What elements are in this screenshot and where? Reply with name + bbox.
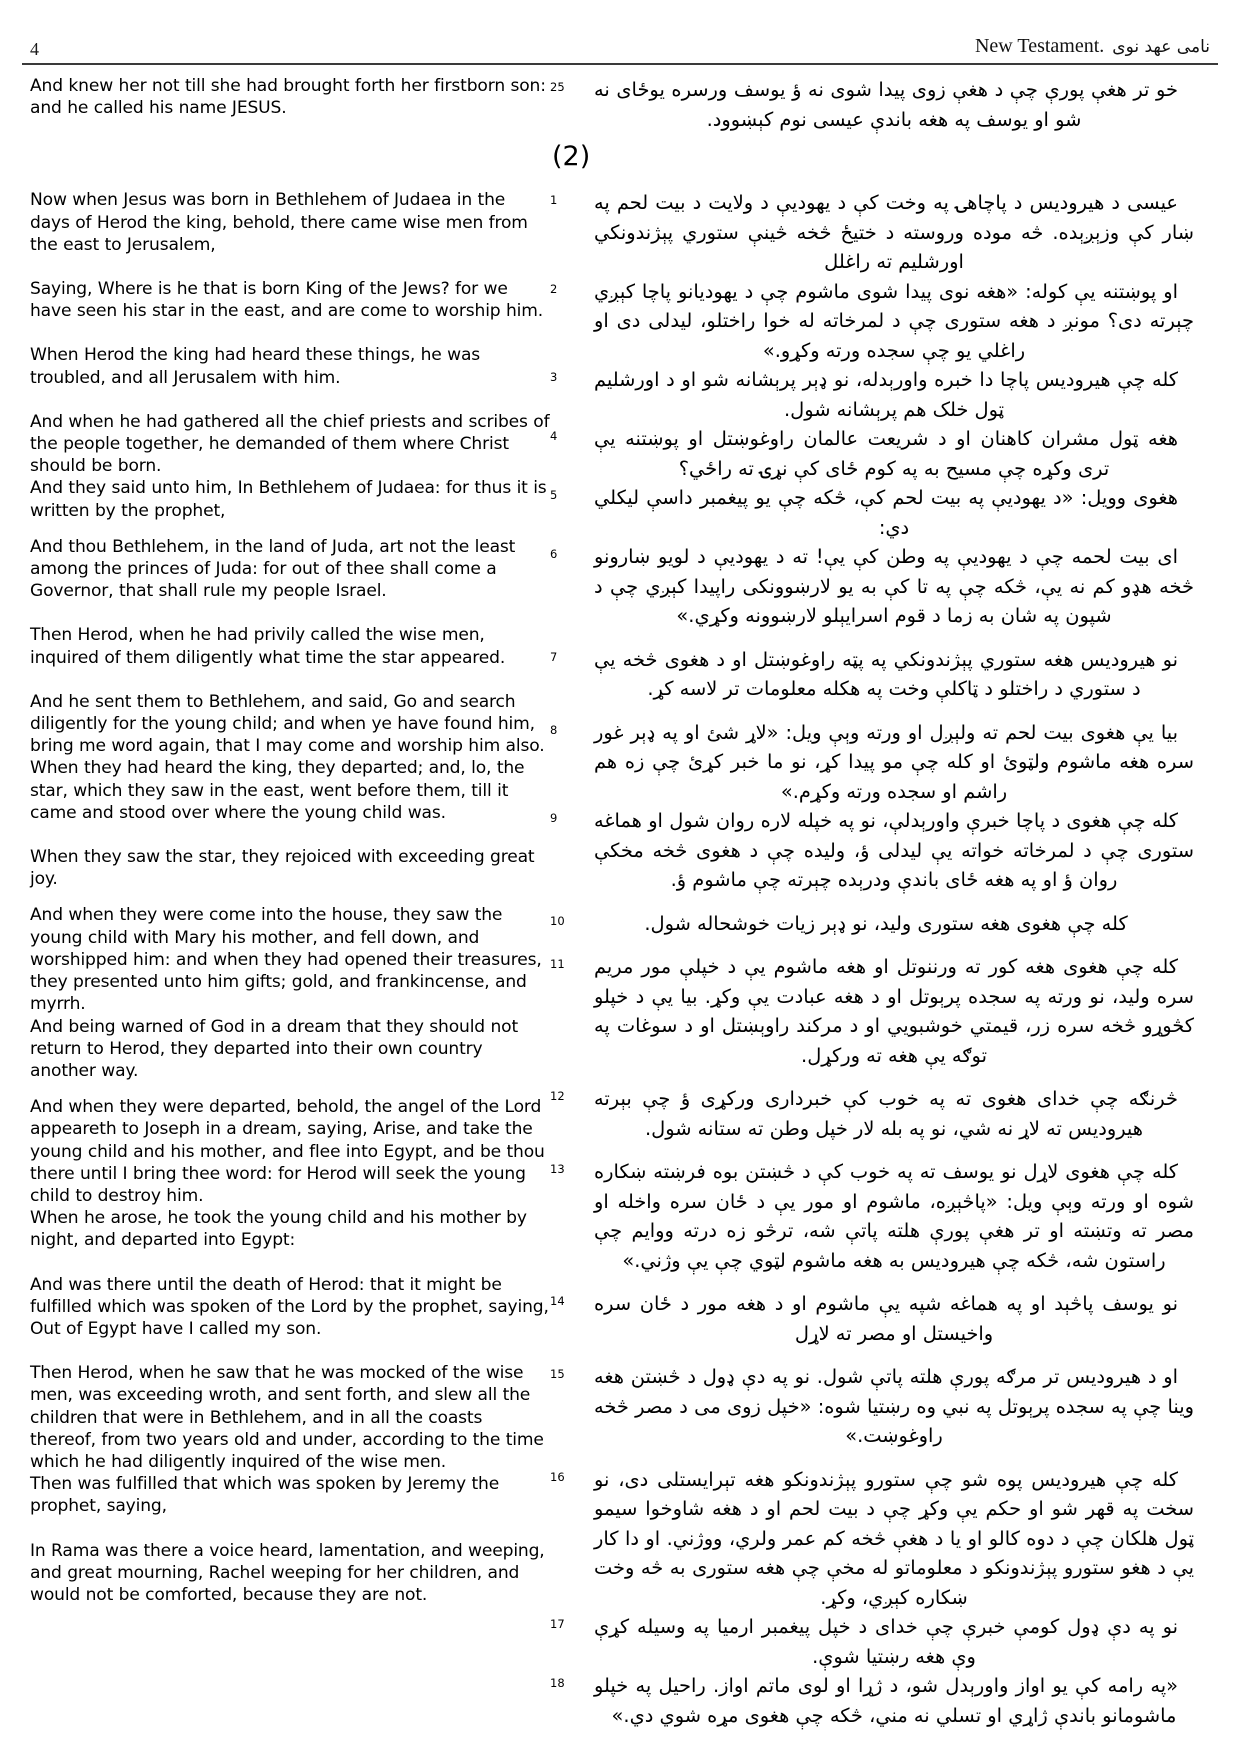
pashto-verse-text: کله چې هغوی هغه ستوری ولید، نو ډېر زیات خوشحاله شول. xyxy=(644,911,1128,935)
verse-number: 8 xyxy=(550,722,558,737)
verse-number: 12 xyxy=(550,1089,565,1103)
verse-number: 5 xyxy=(550,488,558,502)
verse-number: 11 xyxy=(550,957,565,971)
pashto-verse-text: او د هیرودیس تر مرګه پورې هلته پاتې شول. نو په دې ډول د څښتن هغه وینا چې په سجده پرېوتل په نبي وه رښتیا شوه: «خپل زوی می د مصر څخه راوغوښت.» xyxy=(594,1365,1194,1447)
running-header-title-pashto: نامی عهد نوی xyxy=(1112,37,1210,57)
pashto-verse-row xyxy=(550,424,1198,483)
english-verse: Then Herod, when he had privily called the wise men, inquired of them diligently what time the star appeared. xyxy=(30,625,506,668)
pashto-verse-text: کله چې هیرودیس پوه شو چې ستورو پېژندونکو هغه تېرایستلی دی، نو سخت په قهر شو او حکم یې وکړ چې د بیت لحم او د هغه شاوخوا سیمو ټول هلکان چې د دوه کالو او یا د هغې څخه کم عمر ولري، ووژني. او دا کار یې د هغو ستورو پېژندونکو د معلوماتو له مخې چې هغه ستوری به څه وخت ښکاره کېږي، وکړ. xyxy=(594,1467,1194,1609)
pashto-verse-text: هغه ټول مشران کاهنان او د شریعت عالمان راوغوښتل او پوښتنه یې تری وکړه چې مسیح به په کوم ځای کې نړۍ ته راځي؟ xyxy=(594,427,1178,480)
english-verse: And when he had gathered all the chief priests and scribes of the people together, he demanded of them where Christ should be born. xyxy=(30,411,550,477)
pashto-verse-text: کله چې هغوی د پاچا خبرې واورېدلې، نو په خپله لاره روان شول او هماغه ستوری چې د لمرخاته خواته یې لیدلی ؤ، ولیده چې د هغوی څخه مخکې روان ؤ او په هغه ځای باندې ودرېده چېرته چې ماشوم ؤ. xyxy=(594,809,1194,891)
english-verse: When he arose, he took the young child and his mother by night, and departed into Egypt: xyxy=(30,1208,527,1251)
verse-number: 15 xyxy=(550,1367,565,1381)
english-verse: And they said unto him, In Bethlehem of Judaea: for thus it is written by the prophet, xyxy=(30,478,547,521)
pashto-verse-row xyxy=(550,806,1198,895)
running-header-title xyxy=(975,35,1210,58)
english-verse: In Rama was there a voice heard, lamentation, and weeping, and great mourning, Rachel weeping for her children, and would not be comforted, because they are not. xyxy=(30,1540,545,1605)
verse-number: 3 xyxy=(550,370,558,384)
english-verse: When they saw the star, they rejoiced with exceeding great joy. xyxy=(30,847,535,890)
pashto-verse-row xyxy=(550,1157,1198,1275)
pashto-column xyxy=(550,75,1198,1730)
pashto-verse-row xyxy=(550,542,1198,631)
english-verse: And he sent them to Bethlehem, and said, Go and search diligently for the young child; and when ye have found him, bring me word again, that I may come and worship him also. xyxy=(30,691,545,757)
english-column xyxy=(22,75,550,1606)
english-verse: And thou Bethlehem, in the land of Juda, art not the least among the princes of Juda: for out of thee shall come a Governor, that shall rule my people Israel. xyxy=(30,536,516,602)
english-verse: Now when Jesus was born in Bethlehem of Judaea in the days of Herod the king, behold, there came wise men from the east to Jerusalem, xyxy=(30,190,528,255)
pashto-verse-text: هغوی وویل: «د یهودیې په بیت لحم کې، څکه چې یو پیغمبر داسې لیکلي دي: xyxy=(594,486,1178,539)
english-verse: Saying, Where is he that is born King of the Jews? for we have seen his star in the east, and are come to worship him. xyxy=(30,279,544,322)
pashto-verse-text: کله چې هغوی هغه کور ته ورننوتل او هغه ماشوم یې د خپلې مور مریم سره ولید، نو ورته په سجده پرېوتل او د هغه عبادت یې وکړ. بیا یې د خپلو کڅوړو څخه سره زر، قیمتي خوشبویي او د مرکند راوېښتل او د سوغات په توګه یې هغه ته ورکړل. xyxy=(594,955,1194,1067)
pashto-verse-text: «په رامه کې یو اواز واورېدل شو، د ژړا او لوی ماتم اواز. راحیل په خپلو ماشومانو باندې ژاړي او تسلي نه مني، څکه چې هغوی مړه شوي دي.» xyxy=(594,1674,1178,1727)
pashto-verse-text: عیسی د هیرودیس د پاچاهۍ په وخت کې د یهودیې د ولایت د بیت لحم په ښار کې وزېږېده. څه موده وروسته د ختیځ څخه څینې ستوري پېژندونکي اورشلیم ته راغلل xyxy=(594,191,1194,273)
english-verse: Then Herod, when he saw that he was mocked of the wise men, was exceeding wroth, and sent forth, and slew all the children that were in Bethlehem, and in all the coasts thereof, from two years old and under, according to the time which he had diligently inquired of the wise men. xyxy=(30,1363,544,1472)
pashto-verse-row xyxy=(550,277,1198,366)
pashto-verse-row xyxy=(550,645,1198,704)
pashto-verse-row xyxy=(550,1084,1198,1143)
running-header xyxy=(22,28,1218,60)
verse-number: 16 xyxy=(550,1469,565,1484)
pashto-verse-row xyxy=(550,952,1198,1070)
pashto-verse-row xyxy=(550,909,1198,939)
pashto-verse-row xyxy=(550,75,1198,134)
header-divider xyxy=(22,63,1218,65)
pashto-verse-text: څرنګه چې خدای هغوی ته په خوب کې خبرداری ورکړی ؤ چې بېرته هیرودیس ته لاړ نه شي، نو په بله لار خپل وطن ته ستانه شول. xyxy=(594,1087,1178,1140)
pashto-verse-row xyxy=(550,1289,1198,1348)
verse-number: 14 xyxy=(550,1294,565,1308)
pashto-verse-text: کله چې هیرودیس پاچا دا خبره واورېدله، نو ډېر پرېشانه شو او د اورشلیم ټول خلک هم پرېشانه شول. xyxy=(594,368,1178,421)
verse-number: 18 xyxy=(550,1676,565,1690)
page-body xyxy=(22,75,1218,1730)
pashto-verse-row xyxy=(550,1465,1198,1613)
verse-number: 4 xyxy=(550,429,558,443)
pashto-verse-row xyxy=(550,365,1198,424)
verse-number: 13 xyxy=(550,1162,565,1176)
verse-number: 17 xyxy=(550,1617,565,1631)
pashto-verse-row xyxy=(550,188,1198,277)
pashto-verse-text: نو په دې ډول کومې خبرې چې خدای د خپل پیغمبر ارمیا په وسیله کړې وې هغه رښتیا شوې. xyxy=(594,1615,1178,1668)
verse-number: 6 xyxy=(550,547,558,561)
english-verse: And being warned of God in a dream that they should not return to Herod, they departed into their own country another way. xyxy=(30,1016,519,1081)
pashto-verse-row xyxy=(550,718,1198,807)
english-verse: When they had heard the king, they departed; and, lo, the star, which they saw in the east, went before them, till it came and stood over where the young child was. xyxy=(30,758,525,823)
verse-number: 25 xyxy=(550,80,565,94)
pashto-verse-text: نو هیرودیس هغه ستوري پېژندونکي په پټه راوغوښتل او د هغوی څخه یې د ستوري د راختلو د ټاکلې وخت په هکله معلومات تر لاسه کړ. xyxy=(594,647,1178,700)
pashto-verse-text: ای بیت لحمه چې د یهودیې په وطن کې یې! ته د یهودیې د لویو ښارونو څخه هډو کم نه یې، څکه چې په تا کې به یو لارښوونکی راپیدا کېږي چې د شپون په شان به زما د قوم اسرایېلو لارښوونه وکړي.» xyxy=(594,545,1194,627)
pashto-verse-text: کله چې هغوی لاړل نو یوسف ته په خوب کې د څښتن بوه فرښته ښکاره شوه او ورته وېې ویل: «پاڅېږه، ماشوم او مور یې د ځان سره واخله او مصر ته وتښته او تر هغې پورې هلته پاتې شه، ترڅو زه درته ووایم چې راستون شه، څکه چې هیرودیس به هغه ماشوم لټوي چې یې وژني.» xyxy=(594,1160,1194,1272)
pashto-verse-row xyxy=(550,1362,1198,1451)
verse-number: 1 xyxy=(550,193,558,207)
verse-number: 9 xyxy=(550,811,558,825)
pashto-verse-text: خو تر هغې پورې چې د هغې زوی پیدا شوی نه ؤ یوسف ورسره یوځای نه شو او یوسف په هغه باندې عیسی نوم کېښوود. xyxy=(594,78,1178,131)
page-number: 4 xyxy=(30,39,39,59)
pashto-verse-text: او پوښتنه یې کوله: «هغه نوی پیدا شوی ماشوم چې د یهودیانو پاچا کېږي چېرته دی؟ مونږ د هغه ستوری چې د لمرخاته له خوا راختلو، لیدلی دی او راغلي یو چې سجده ورته وکړو.» xyxy=(594,279,1194,362)
pashto-verse-row xyxy=(550,1671,1198,1730)
pashto-verse-text: بیا یې هغوی بیت لحم ته ولېږل او ورته وېې ویل: «لاړ شئ او په ډېر غور سره هغه ماشوم ولټوئ او کله چې مو پیدا کړ، نو ما خبر کړئ چې زه هم راشم او سجده ورته وکړم.» xyxy=(594,720,1194,803)
pashto-verse-row xyxy=(550,1612,1198,1671)
english-verse: When Herod the king had heard these things, he was troubled, and all Jerusalem with him. xyxy=(30,345,481,388)
pashto-verse-text: نو یوسف پاڅېد او په هماغه شپه یې ماشوم او د هغه مور د ځان سره واخیستل او مصر ته لاړل xyxy=(594,1292,1178,1345)
chapter-marker: (2) xyxy=(552,141,591,172)
english-verse: And when they were departed, behold, the angel of the Lord appeareth to Joseph in a dream, saying, Arise, and take the young child and his mother, and flee into Egypt, and be thou there until I bring thee word: for Herod will seek the young child to destroy him. xyxy=(30,1097,545,1206)
english-verse: And knew her not till she had brought forth her firstborn son: and he called his name JESUS. xyxy=(30,76,546,119)
verse-number: 2 xyxy=(550,281,558,296)
english-verse: And was there until the death of Herod: that it might be fulfilled which was spoken of the Lord by the prophet, saying, Out of Egypt have I called my son. xyxy=(30,1274,549,1339)
english-verse: And when they were come into the house, they saw the young child with Mary his mother, and fell down, and worshipped him: and when they had opened their treasures, they presented unto him gifts; gold, and frankincense, and myrrh. xyxy=(30,905,542,1015)
running-header-title-english: New Testament. xyxy=(974,35,1105,57)
verse-number: 10 xyxy=(550,913,565,928)
english-chapter-spacer xyxy=(30,119,550,167)
english-verse: Then was fulfilled that which was spoken by Jeremy the prophet, saying, xyxy=(30,1474,500,1517)
verse-number: 7 xyxy=(550,649,558,664)
pashto-verse-row xyxy=(550,483,1198,542)
